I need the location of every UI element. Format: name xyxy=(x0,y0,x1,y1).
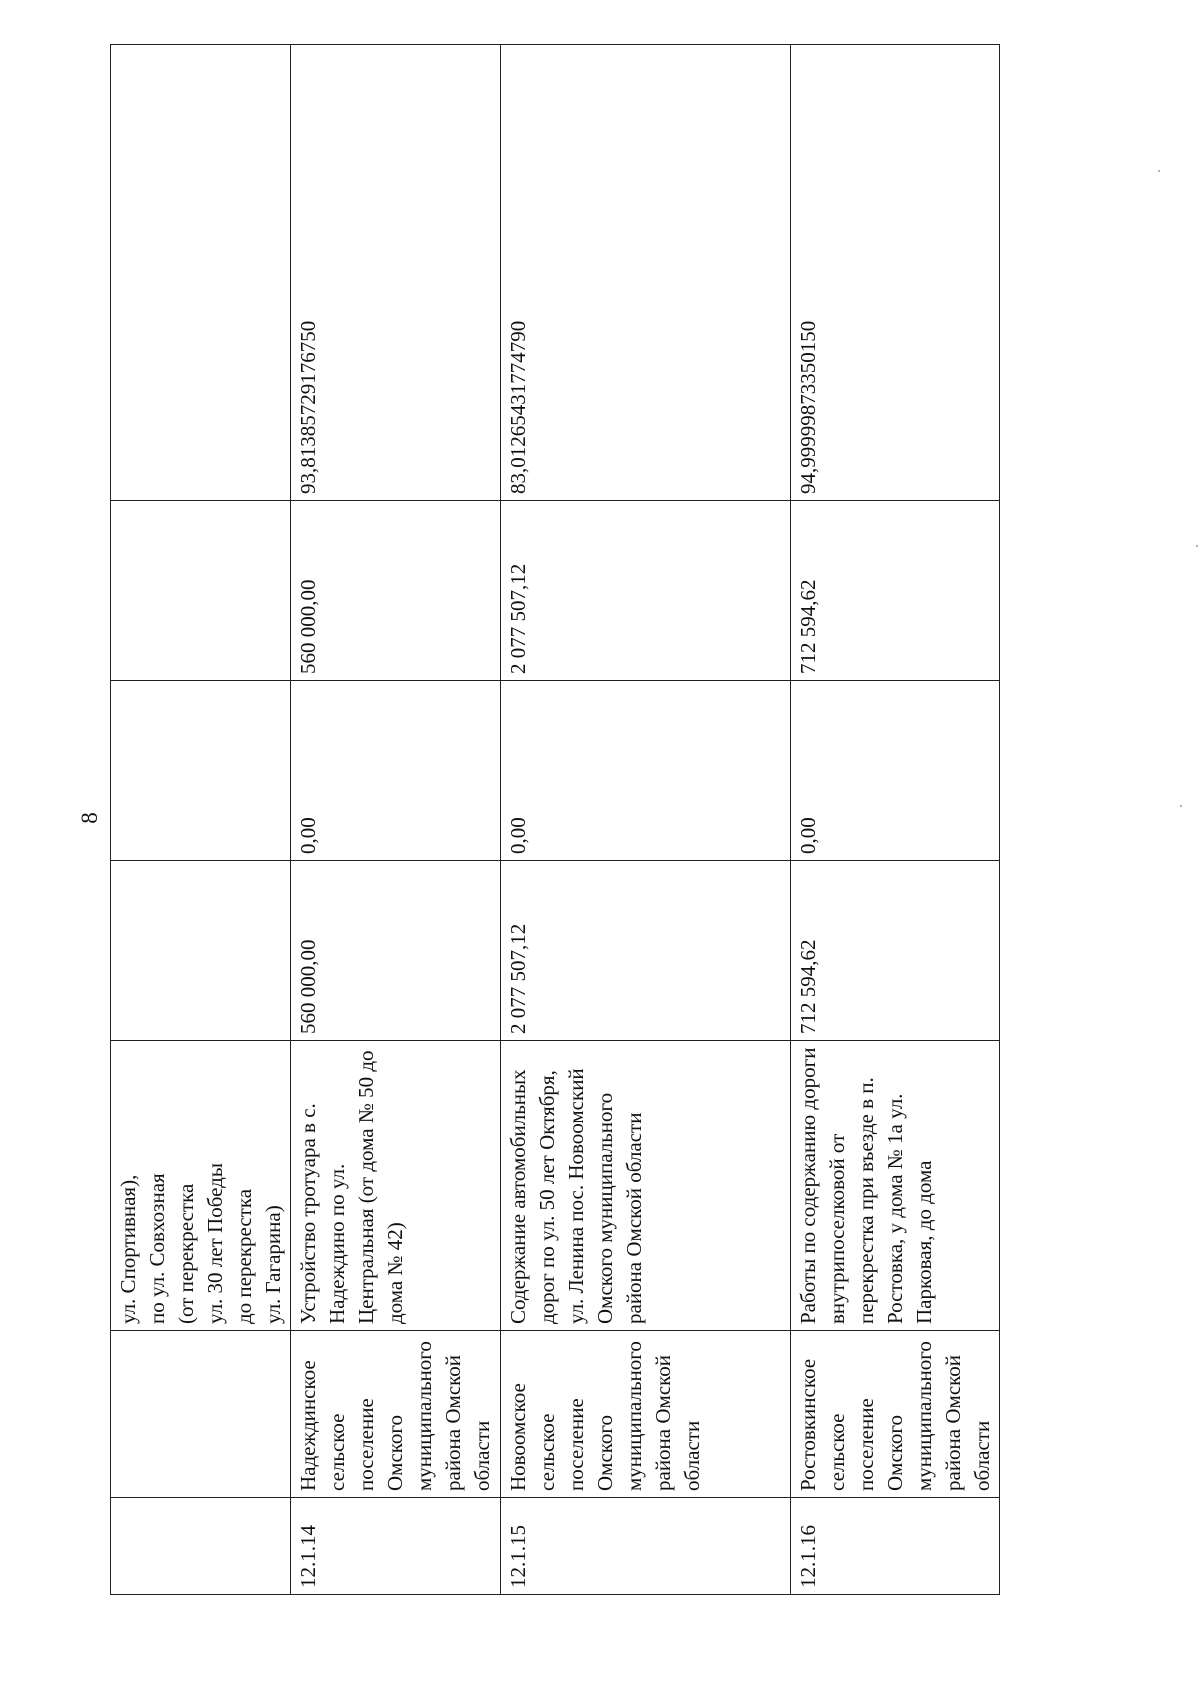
cell-number: 12.1.14 xyxy=(291,1498,501,1595)
cell-settlement: Надеждинское сельское поселение Омского муниципального района Омской области xyxy=(291,1331,501,1498)
cell-amount-total: 712 594,62 xyxy=(791,861,1000,1041)
cell-amount-3 xyxy=(111,501,291,681)
scan-speck xyxy=(1158,170,1160,172)
page-number: 8 xyxy=(77,812,102,824)
cell-code: 93,81385729176750 xyxy=(291,45,501,501)
cell-number: 12.1.15 xyxy=(501,1498,791,1595)
cell-amount-3: 560 000,00 xyxy=(291,501,501,681)
budget-table xyxy=(110,44,1000,1595)
cell-amount-total: 560 000,00 xyxy=(291,861,501,1041)
table-row xyxy=(291,45,501,1595)
cell-description: Работы по содержанию дороги внутрипоселковой от перекрестка при въезде в п. Ростовка, у дома № 1а ул. Парковая, до дома xyxy=(791,1041,1000,1331)
scan-speck xyxy=(1180,805,1182,807)
cell-amount-total xyxy=(111,861,291,1041)
table-row xyxy=(501,45,791,1595)
cell-number: 12.1.16 xyxy=(791,1498,1000,1595)
cell-description: Содержание автомобильных дорог по ул. 50 лет Октября, ул. Ленина пос. Новоомский Омского муниципального района Омской области xyxy=(501,1041,791,1331)
cell-amount-2: 0,00 xyxy=(791,681,1000,861)
table-rotated-container xyxy=(110,45,994,1595)
cell-amount-2: 0,00 xyxy=(501,681,791,861)
cell-description: Устройство тротуара в с. Надеждино по ул. Центральная (от дома № 50 до дома № 42) xyxy=(291,1041,501,1331)
cell-settlement: Новоомское сельское поселение Омского муниципального района Омской области xyxy=(501,1331,791,1498)
cell-amount-3: 712 594,62 xyxy=(791,501,1000,681)
scan-speck xyxy=(1196,545,1198,547)
cell-code xyxy=(111,45,291,501)
cell-code: 83,01265431774790 xyxy=(501,45,791,501)
cell-code: 94,99999873350150 xyxy=(791,45,1000,501)
table-row-continuation xyxy=(111,45,291,1595)
cell-amount-3: 2 077 507,12 xyxy=(501,501,791,681)
cell-settlement xyxy=(111,1331,291,1498)
cell-amount-2: 0,00 xyxy=(291,681,501,861)
cell-description: ул. Спортивная), по ул. Совхозная (от перекрестка ул. 30 лет Победы до перекрестка ул. Гагарина) xyxy=(111,1041,291,1331)
table-row xyxy=(791,45,1000,1595)
cell-amount-total: 2 077 507,12 xyxy=(501,861,791,1041)
cell-settlement: Ростовкинское сельское поселение Омского муниципального района Омской области xyxy=(791,1331,1000,1498)
cell-amount-2 xyxy=(111,681,291,861)
cell-number xyxy=(111,1498,291,1595)
